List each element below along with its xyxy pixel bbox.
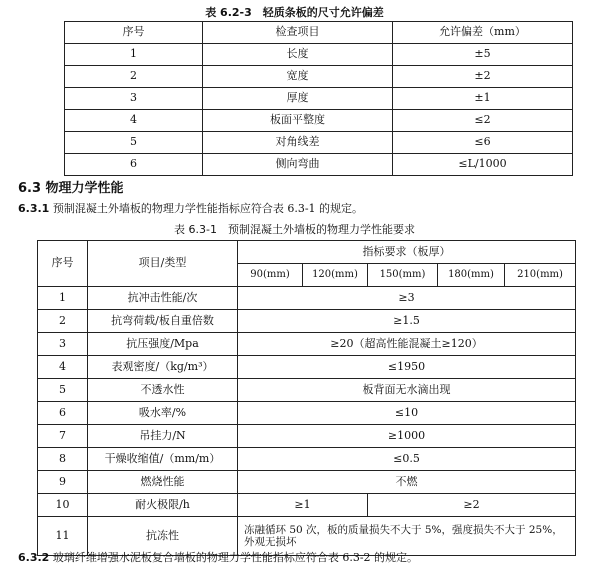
table-row [38, 494, 576, 517]
table-row [38, 310, 576, 333]
thickness-cell: 150(mm) [368, 264, 438, 287]
table1-cell: 1 [65, 44, 203, 66]
value-cell: ≥1.5 [238, 310, 576, 333]
table1-cell: 2 [65, 66, 203, 88]
table1-cell: 宽度 [203, 66, 393, 88]
seq-cell: 10 [38, 494, 88, 517]
table1-header-seq: 序号 [65, 22, 203, 44]
table-row [38, 402, 576, 425]
value-line: 外观无损坏 [244, 536, 297, 548]
clause-text: 预制混凝土外墙板的物理力学性能指标应符合表 6.3-1 的规定。 [49, 202, 364, 215]
table1-cell: 对角线差 [203, 132, 393, 154]
table2-header-row [38, 241, 576, 264]
seq-cell: 1 [38, 287, 88, 310]
item-cell: 吸水率/% [88, 402, 238, 425]
table-row [38, 333, 576, 356]
paragraph-6-3-2 [18, 549, 418, 565]
table-row [65, 44, 573, 66]
seq-cell: 5 [38, 379, 88, 402]
value-cell: ≤0.5 [238, 448, 576, 471]
seq-cell: 4 [38, 356, 88, 379]
item-cell: 抗冻性 [88, 517, 238, 556]
value-line: 冻融循环 50 次，板的质量损失不大于 5%，强度损失不大于 25%， [244, 523, 563, 536]
seq-cell: 7 [38, 425, 88, 448]
table1-cell: 5 [65, 132, 203, 154]
value-cell: ≥1000 [238, 425, 576, 448]
section-heading: 6.3 物理力学性能 [18, 181, 124, 196]
table1-cell: ±2 [393, 66, 573, 88]
table1-cell: 长度 [203, 44, 393, 66]
item-cell: 抗压强度/Mpa [88, 333, 238, 356]
seq-cell: 8 [38, 448, 88, 471]
item-cell: 燃烧性能 [88, 471, 238, 494]
table1-cell: 板面平整度 [203, 110, 393, 132]
seq-cell: 3 [38, 333, 88, 356]
table1-cell: ±1 [393, 88, 573, 110]
table1-cell: 6 [65, 154, 203, 176]
table1-cell: ≤L/1000 [393, 154, 573, 176]
item-cell: 吊挂力/N [88, 425, 238, 448]
item-cell: 不透水性 [88, 379, 238, 402]
table-row [38, 448, 576, 471]
table1-cell: 4 [65, 110, 203, 132]
table1-cell: ≤6 [393, 132, 573, 154]
table1-header-tolerance: 允许偏差（mm） [393, 22, 573, 44]
value-cell: ≥3 [238, 287, 576, 310]
item-cell: 耐火极限/h [88, 494, 238, 517]
table1-cell: ±5 [393, 44, 573, 66]
item-cell: 抗冲击性能/次 [88, 287, 238, 310]
table1-cell: 侧向弯曲 [203, 154, 393, 176]
table-row [65, 132, 573, 154]
table1-header-row [65, 22, 573, 44]
seq-cell: 11 [38, 517, 88, 556]
value-cell: ≥1 [238, 494, 368, 517]
value-cell: 不燃 [238, 471, 576, 494]
thickness-cell: 210(mm) [505, 264, 576, 287]
table-row [38, 471, 576, 494]
seq-cell: 9 [38, 471, 88, 494]
seq-cell: 6 [38, 402, 88, 425]
value-cell: ≥2 [368, 494, 576, 517]
clause-text: 玻璃纤维增强水泥板复合墙板的物理力学性能指标应符合表 6.3-2 的规定。 [49, 551, 419, 564]
item-cell: 抗弯荷载/板自重倍数 [88, 310, 238, 333]
table1-caption: 表 6.2-3 轻质条板的尺寸允许偏差 [205, 6, 384, 19]
table2-header-seq: 序号 [38, 241, 88, 287]
value-cell: 板背面无水滴出现 [238, 379, 576, 402]
table-row [65, 154, 573, 176]
thickness-cell: 90(mm) [238, 264, 303, 287]
table2-header-requirement: 指标要求（板厚） [238, 241, 576, 264]
table-row [38, 425, 576, 448]
table1-cell: 厚度 [203, 88, 393, 110]
value-cell: ≤10 [238, 402, 576, 425]
value-cell: ≥20（超高性能混凝土≥120） [238, 333, 576, 356]
table-row [38, 287, 576, 310]
table-row [65, 88, 573, 110]
table-row [65, 110, 573, 132]
thickness-cell: 180(mm) [438, 264, 505, 287]
table-6-3-1 [37, 240, 576, 556]
table-row [65, 66, 573, 88]
table-row [38, 379, 576, 402]
table1-cell: 3 [65, 88, 203, 110]
table2-caption: 表 6.3-1 预制混凝土外墙板的物理力学性能要求 [174, 223, 415, 236]
paragraph-6-3-1 [18, 200, 363, 216]
clause-number: 6.3.1 [18, 202, 50, 215]
seq-cell: 2 [38, 310, 88, 333]
table1-header-item: 检查项目 [203, 22, 393, 44]
value-cell: ≤1950 [238, 356, 576, 379]
item-cell: 表观密度/（kg/m³） [88, 356, 238, 379]
thickness-cell: 120(mm) [303, 264, 368, 287]
table1-cell: ≤2 [393, 110, 573, 132]
table2-header-item: 项目/类型 [88, 241, 238, 287]
table-6-2-3 [64, 21, 573, 176]
clause-number: 6.3.2 [18, 551, 50, 564]
table-row [38, 356, 576, 379]
item-cell: 干燥收缩值/（mm/m） [88, 448, 238, 471]
